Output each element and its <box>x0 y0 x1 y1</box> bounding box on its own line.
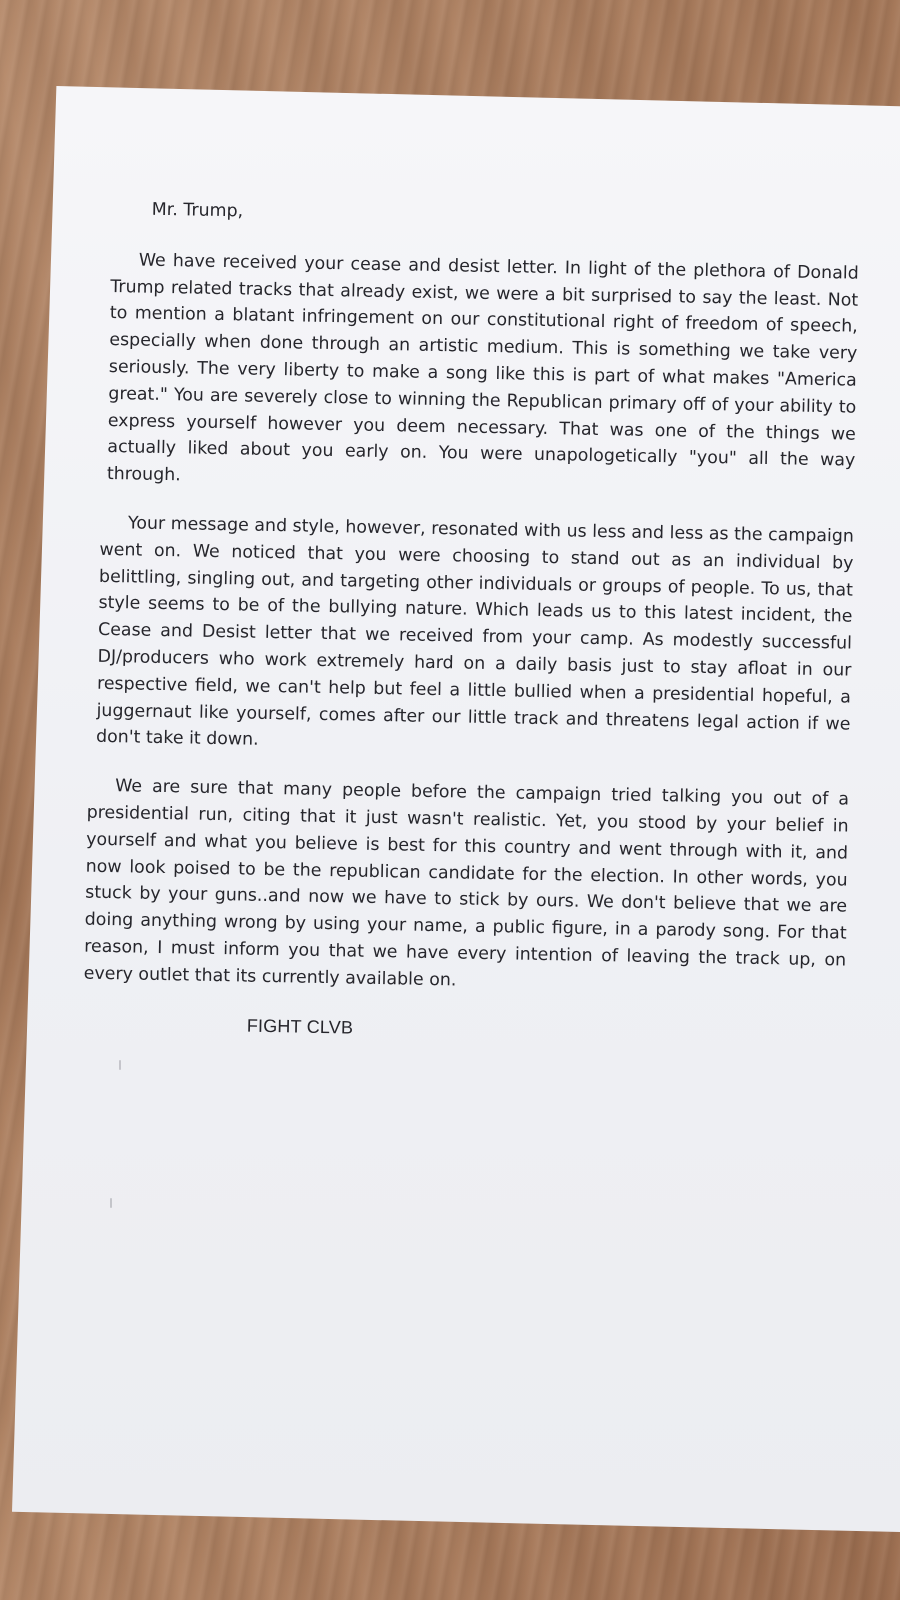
paper-speck <box>110 1198 112 1208</box>
paper-speck <box>119 1060 121 1070</box>
letter-body <box>83 196 860 1050</box>
letter-salutation: Mr. Trump, <box>151 199 244 222</box>
letter-paragraph: We have received your cease and desist letter. In light of the plethora of Donald Trump related tracks that already exist, we were a bit surprised to say the least. Not to mention a blatant infringement on our constitutional right of freedom of speech, especially when done through an artistic medium. This is something we take very seriously. The very liberty to make a song like this is part of what makes "America great." You are severely close to winning the Republican primary off of your ability to express yourself however you deem necessary. That was one of the things we actually liked about you early on. You were unapologetically "you" all the way through. <box>106 250 859 486</box>
letter-paragraph: We are sure that many people before the campaign tried talking you out of a presidential run, citing that it just wasn't realistic. Yet, you stood by your belief in yourself and what you believe is best for this country and went through with it, and now look poised to be the republican candidate for the election. In other words, you stuck by your guns..and now we have to stick by ours. We don't believe that we are doing anything wrong by using your name, a public figure, in a parody song. For that reason, I must inform you that we have every intention of leaving the track up, on every outlet that its currently available on. <box>83 776 850 991</box>
letter-paragraph: Your message and style, however, resonated with us less and less as the campaign went on. We noticed that you were choosing to stand out as an individual by belittling, singling out, and targeting other individuals or groups of people. To us, that style seems to be of the bullying nature. Which leads us to this latest incident, the Cease and Desist letter that we received from your camp. As modestly successful DJ/producers who work extremely hard on a daily basis just to stay afloat in our respective field, we can't help but feel a little bullied when a presidential hopeful, a juggernaut like yourself, comes after our little track and threatens legal action if we don't take it down. <box>95 513 855 751</box>
letter-signature: FIGHT CLVB <box>246 1015 354 1038</box>
